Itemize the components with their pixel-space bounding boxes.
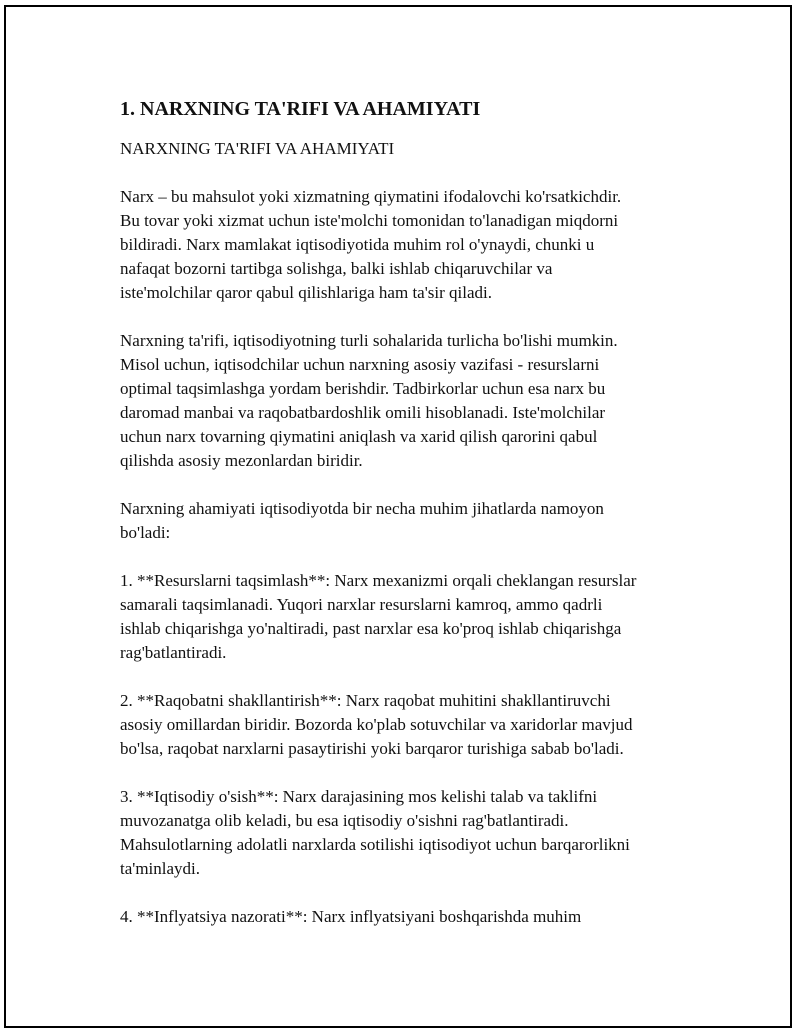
paragraph-line: samarali taqsimlanadi. Yuqori narxlar resurslarni kamroq, ammo qadrli <box>120 595 603 614</box>
paragraph-line: Narx – bu mahsulot yoki xizmatning qiymatini ifodalovchi ko'rsatkichdir. <box>120 187 622 206</box>
paragraph-line: 1. **Resurslarni taqsimlash**: Narx mexanizmi orqali cheklangan resurslar <box>120 571 637 590</box>
paragraph-line: iste'molchilar qaror qabul qilishlariga ham ta'sir qiladi. <box>120 283 492 302</box>
paragraph-line: optimal taqsimlashga yordam berishdir. Tadbirkorlar uchun esa narx bu <box>120 379 606 398</box>
document-content <box>120 95 700 953</box>
document-subtitle: NARXNING TA'RIFI VA AHAMIYATI <box>120 139 395 158</box>
paragraph-line: Narxning ta'rifi, iqtisodiyotning turli sohalarida turlicha bo'lishi mumkin. <box>120 331 618 350</box>
list-item-competition <box>120 689 700 761</box>
list-item-inflation <box>120 905 700 929</box>
paragraph-line: rag'batlantiradi. <box>120 643 227 662</box>
paragraph-line: qilishda asosiy mezonlardan biridir. <box>120 451 363 470</box>
paragraph-definition <box>120 185 700 305</box>
paragraph-line: nafaqat bozorni tartibga solishga, balki ishlab chiqaruvchilar va <box>120 259 553 278</box>
paragraph-line: asosiy omillardan biridir. Bozorda ko'plab sotuvchilar va xaridorlar mavjud <box>120 715 633 734</box>
document-heading: 1. NARXNING TA'RIFI VA AHAMIYATI <box>120 98 481 120</box>
paragraph-line: Narxning ahamiyati iqtisodiyotda bir necha muhim jihatlarda namoyon <box>120 499 604 518</box>
paragraph-line: ishlab chiqarishga yo'naltiradi, past narxlar esa ko'proq ishlab chiqarishga <box>120 619 622 638</box>
paragraph-importance-intro <box>120 497 700 545</box>
paragraph-line: muvozanatga olib keladi, bu esa iqtisodiy o'sishni rag'batlantiradi. <box>120 811 569 830</box>
paragraph-line: bildiradi. Narx mamlakat iqtisodiyotida muhim rol o'ynaydi, chunki u <box>120 235 595 254</box>
document-page <box>4 5 792 1028</box>
paragraph-line: uchun narx tovarning qiymatini aniqlash va xarid qilish qarorini qabul <box>120 427 598 446</box>
paragraph-line: daromad manbai va raqobatbardoshlik omili hisoblanadi. Iste'molchilar <box>120 403 606 422</box>
paragraph-line: Mahsulotlarning adolatli narxlarda sotilishi iqtisodiyot uchun barqarorlikni <box>120 835 630 854</box>
paragraph-line: Misol uchun, iqtisodchilar uchun narxning asosiy vazifasi - resurslarni <box>120 355 600 374</box>
paragraph-line: ta'minlaydi. <box>120 859 201 878</box>
paragraph-line: bo'ladi: <box>120 523 171 542</box>
paragraph-line: Bu tovar yoki xizmat uchun iste'molchi tomonidan to'lanadigan miqdorni <box>120 211 619 230</box>
paragraph-definition-fields <box>120 329 700 473</box>
paragraph-line: 2. **Raqobatni shakllantirish**: Narx raqobat muhitini shakllantiruvchi <box>120 691 611 710</box>
paragraph-line: 3. **Iqtisodiy o'sish**: Narx darajasining mos kelishi talab va taklifni <box>120 787 598 806</box>
list-item-resources <box>120 569 700 665</box>
paragraph-line: 4. **Inflyatsiya nazorati**: Narx inflyatsiyani boshqarishda muhim <box>120 907 582 926</box>
paragraph-line: bo'lsa, raqobat narxlarni pasaytirishi yoki barqaror turishiga sabab bo'ladi. <box>120 739 624 758</box>
list-item-growth <box>120 785 700 881</box>
